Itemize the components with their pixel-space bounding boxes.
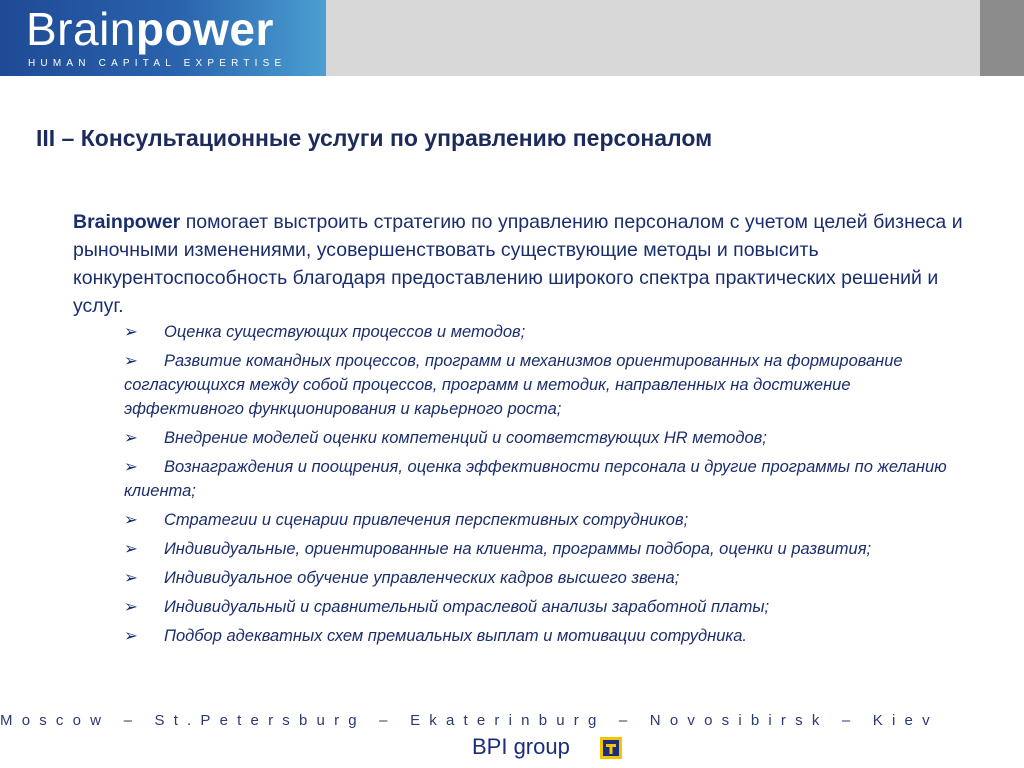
list-item xyxy=(124,566,964,590)
arrow-bullet-icon: ➢ xyxy=(124,323,138,341)
bpi-group-mark-icon xyxy=(600,737,622,759)
list-item xyxy=(124,508,964,532)
arrow-bullet-icon: ➢ xyxy=(124,511,138,529)
arrow-bullet-icon: ➢ xyxy=(124,352,138,370)
list-item-text: Внедрение моделей оценки компетенций и соответствующих HR методов; xyxy=(164,429,767,447)
arrow-bullet-icon: ➢ xyxy=(124,429,138,447)
intro-text: помогает выстроить стратегию по управлению персоналом с учетом целей бизнеса и рыночными изменениями, усовершенствовать существующие методы и повысить конкурентоспособность благодаря предоставлению широкого спектра практических решений и услуг. xyxy=(73,211,963,317)
arrow-bullet-icon: ➢ xyxy=(124,540,138,558)
list-item xyxy=(124,537,964,561)
bpi-group-logo-text: BPI group xyxy=(472,734,570,759)
list-item-text: Развитие командных процессов, программ и механизмов ориентированных на формирование согласующихся между собой процессов, программ и методик, направленных на достижение эффективного функционирования и карьерного роста; xyxy=(124,352,903,418)
logo-wordmark xyxy=(26,2,274,56)
footer-cities: Moscow ‒ St.Petersburg ‒ Ekaterinburg ‒ Novosibirsk ‒ Kiev xyxy=(0,712,939,729)
list-item-text: Индивидуальные, ориентированные на клиента, программы подбора, оценки и развития; xyxy=(164,540,872,558)
list-item-text: Индивидуальный и сравнительный отраслевой анализы заработной платы; xyxy=(164,598,770,616)
list-item xyxy=(124,624,964,648)
page-title: III – Консультационные услуги по управлению персоналом xyxy=(36,125,713,151)
header-band xyxy=(0,0,1024,76)
list-item-text: Подбор адекватных схем премиальных выплат и мотивации сотрудника. xyxy=(164,627,747,645)
logo-word-light: Brain xyxy=(26,3,136,55)
list-item xyxy=(124,595,964,619)
header-right-accent xyxy=(980,0,1024,76)
list-item-text: Стратегии и сценарии привлечения перспективных сотрудников; xyxy=(164,511,689,529)
list-item-text: Вознаграждения и поощрения, оценка эффективности персонала и другие программы по желанию клиента; xyxy=(124,458,947,500)
intro-paragraph xyxy=(73,208,973,320)
arrow-bullet-icon: ➢ xyxy=(124,627,138,645)
intro-brand: Brainpower xyxy=(73,211,181,233)
list-item xyxy=(124,349,964,421)
list-item xyxy=(124,426,964,450)
list-item-text: Оценка существующих процессов и методов; xyxy=(164,323,526,341)
arrow-bullet-icon: ➢ xyxy=(124,569,138,587)
arrow-bullet-icon: ➢ xyxy=(124,458,138,476)
list-item-text: Индивидуальное обучение управленческих кадров высшего звена; xyxy=(164,569,680,587)
logo-tagline: HUMAN CAPITAL EXPERTISE xyxy=(28,58,287,69)
logo-word-bold: power xyxy=(135,3,274,55)
list-item xyxy=(124,455,964,503)
services-list xyxy=(124,320,964,653)
brainpower-logo[interactable] xyxy=(0,0,326,76)
arrow-bullet-icon: ➢ xyxy=(124,598,138,616)
list-item xyxy=(124,320,964,344)
